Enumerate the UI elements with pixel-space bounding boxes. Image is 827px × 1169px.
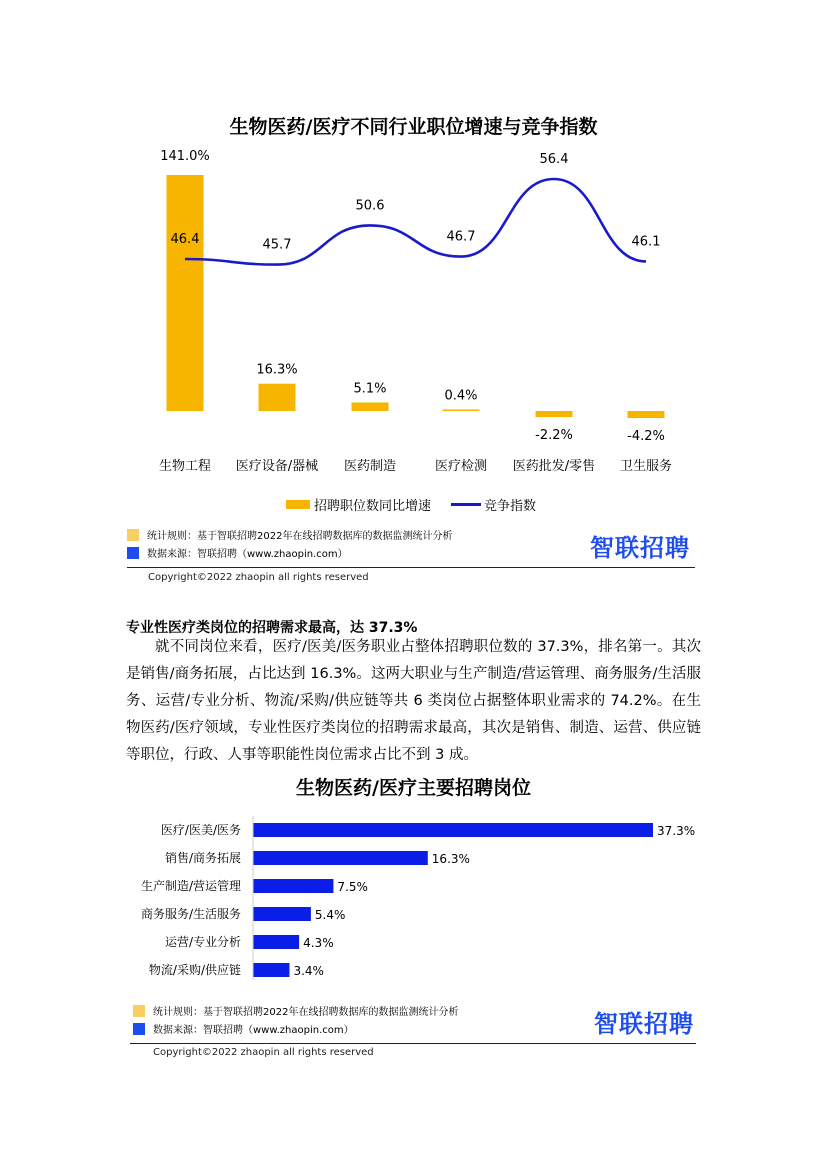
chart1-title: 生物医药/医疗不同行业职位增速与竞争指数 [229, 116, 598, 138]
line-label-0: 46.4 [170, 232, 200, 247]
footer1-note-rule [127, 527, 452, 542]
category-label-4: 医药批发/零售 [512, 459, 596, 474]
note-blue-square [133, 1023, 145, 1035]
hbar-category-5: 物流/采购/供应链 [148, 963, 241, 977]
bar-3 [443, 410, 480, 412]
hbar-2 [253, 879, 333, 893]
hbar-label-3: 5.4% [314, 908, 346, 922]
footer2-note1: 统计规则：基于智联招聘2022年在线招聘数据库的数据监测统计分析 [153, 1007, 459, 1018]
hbar-label-1: 16.3% [431, 852, 470, 866]
footer2-copyright: Copyright©2022 zhaopin all rights reserved [153, 1047, 374, 1058]
footer1-divider [127, 567, 695, 568]
bar-1 [259, 384, 296, 411]
footer2-note-source [133, 1021, 354, 1036]
hbar-label-4: 4.3% [303, 936, 334, 950]
bar-label-4: -2.2% [535, 428, 573, 443]
hbar-3 [253, 907, 311, 921]
legend-line-swatch [451, 503, 481, 506]
hbar-category-2: 生产制造/营运管理 [140, 879, 241, 893]
hbar-5 [253, 963, 289, 977]
category-label-2: 医药制造 [343, 459, 397, 474]
hbar-category-1: 销售/商务拓展 [164, 851, 241, 865]
hbar-category-4: 运营/专业分析 [164, 935, 241, 949]
category-label-5: 卫生服务 [619, 459, 673, 474]
line-label-5: 46.1 [631, 234, 661, 250]
zhaopin-logo: 智联招聘 [590, 534, 690, 562]
hbar-0 [253, 823, 653, 837]
competition-index-line [185, 179, 646, 265]
hbar-label-0: 37.3% [657, 824, 696, 838]
bar-2 [352, 402, 389, 411]
footer2-note-rule [133, 1003, 458, 1018]
bar-label-3: 0.4% [444, 388, 478, 404]
chart2-title: 生物医药/医疗主要招聘岗位 [296, 777, 531, 799]
bar-5 [628, 411, 665, 418]
legend-bar-label: 招聘职位数同比增速 [314, 499, 432, 514]
chart2-plot [0, 810, 827, 990]
line-label-4: 56.4 [539, 152, 569, 167]
footer1-note2: 数据来源：智联招聘（www.zhaopin.com） [147, 549, 348, 560]
bar-0 [167, 175, 204, 411]
hbar-label-5: 3.4% [293, 964, 324, 978]
category-label-1: 医疗设备/器械 [235, 459, 319, 474]
footer1-note1: 统计规则：基于智联招聘2022年在线招聘数据库的数据监测统计分析 [147, 531, 453, 542]
chart1-legend [286, 495, 536, 514]
bar-4 [536, 411, 573, 417]
bar-label-1: 16.3% [256, 362, 298, 378]
note-blue-square [127, 547, 139, 559]
chart1-plot [0, 140, 827, 490]
zhaopin-logo: 智联招聘 [594, 1010, 694, 1038]
line-label-1: 45.7 [262, 237, 292, 253]
footer2-note2: 数据来源：智联招聘（www.zhaopin.com） [153, 1025, 354, 1036]
section-paragraph: 就不同岗位来看，医疗/医美/医务职业占整体招聘职位数的 37.3%，排名第一。其次是销售/商务拓展，占比达到 16.3%。这两大职业与生产制造/营运管理、商务服务/生活服务、运营/专业分析、物流/采购/供应链等共 6 类岗位占据整体职业需求的 74.2%。在生物医药/医疗领域，专业性医疗类岗位的招聘需求最高，其次是销售、制造、运营、供应链等职位，行政、人事等职能性岗位需求占比不到 3 成。 [126, 639, 701, 763]
footer1-copyright: Copyright©2022 zhaopin all rights reserved [148, 572, 369, 583]
hbar-category-3: 商务服务/生活服务 [140, 907, 241, 921]
footer1-note-source [127, 545, 348, 560]
category-label-3: 医疗检测 [434, 459, 488, 474]
legend-bar-swatch [286, 500, 310, 509]
bar-label-0: 141.0% [160, 149, 210, 164]
hbar-4 [253, 935, 299, 949]
hbar-category-0: 医疗/医美/医务 [160, 823, 241, 837]
footer2-divider [130, 1043, 696, 1044]
note-yellow-square [127, 529, 139, 541]
legend-line-label: 竞争指数 [484, 499, 537, 514]
note-yellow-square [133, 1005, 145, 1017]
section-heading: 专业性医疗类岗位的招聘需求最高，达 37.3% [126, 620, 418, 636]
bar-label-2: 5.1% [353, 381, 387, 397]
hbar-label-2: 7.5% [337, 880, 368, 894]
category-label-0: 生物工程 [158, 459, 212, 474]
line-label-3: 46.7 [446, 229, 476, 245]
line-label-2: 50.6 [355, 198, 385, 214]
bar-label-5: -4.2% [627, 429, 665, 445]
hbar-1 [253, 851, 428, 865]
